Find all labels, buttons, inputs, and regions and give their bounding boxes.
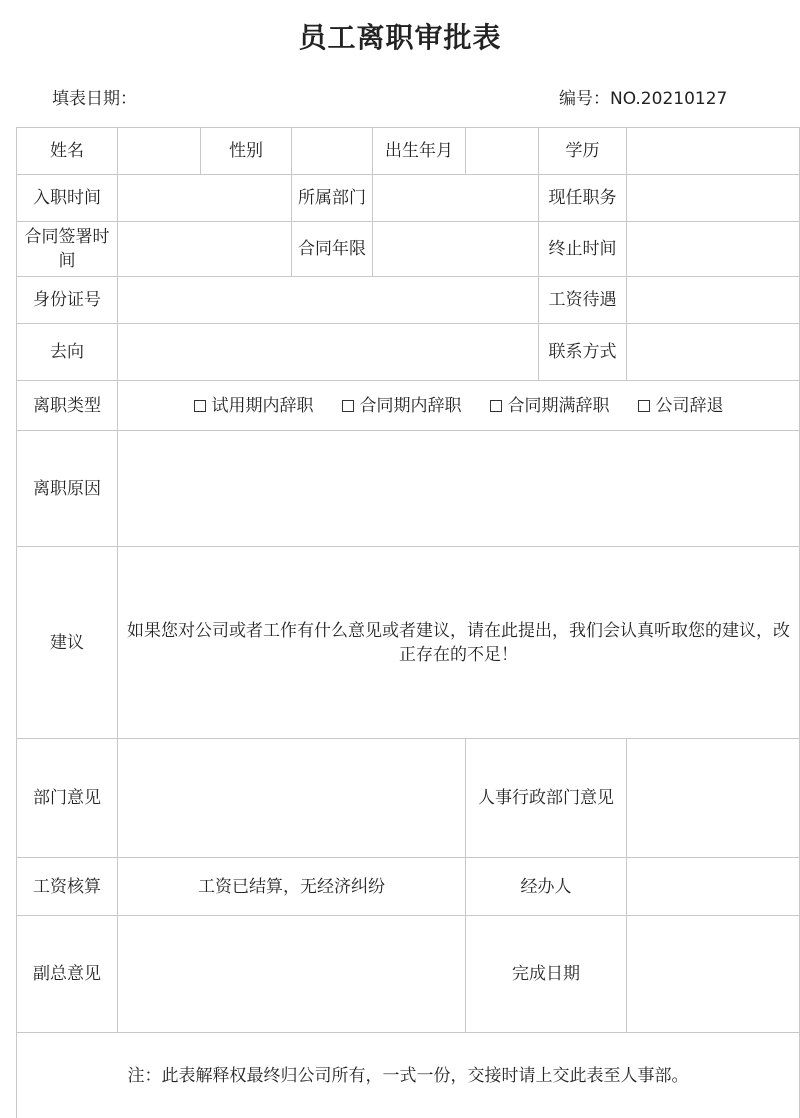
- name-field[interactable]: [118, 128, 201, 175]
- leave-type-option[interactable]: [638, 394, 724, 418]
- vp-opinion-label: 副总意见: [17, 916, 118, 1033]
- table-row: [17, 381, 800, 431]
- leave-type-option-label: 试用期内辞职: [211, 395, 314, 416]
- dept-opinion-label: 部门意见: [17, 739, 118, 858]
- table-row: [17, 858, 800, 916]
- checkbox-icon[interactable]: [342, 400, 354, 412]
- salary-settle-value[interactable]: 工资已结算，无经济纠纷: [118, 858, 466, 916]
- destination-field[interactable]: [118, 324, 539, 381]
- birth-label: 出生年月: [373, 128, 466, 175]
- vp-opinion-field[interactable]: [118, 916, 466, 1033]
- leave-reason-field[interactable]: [118, 431, 800, 547]
- hr-opinion-field[interactable]: [627, 739, 800, 858]
- table-row: [17, 431, 800, 547]
- checkbox-icon[interactable]: [490, 400, 502, 412]
- name-label: 姓名: [17, 128, 118, 175]
- handler-field[interactable]: [627, 858, 800, 916]
- table-row: [17, 324, 800, 381]
- finish-date-field[interactable]: [627, 916, 800, 1033]
- gender-label: 性别: [201, 128, 292, 175]
- table-row: [17, 128, 800, 175]
- leave-type-option[interactable]: [490, 394, 610, 418]
- leave-type-label: 离职类型: [17, 381, 118, 431]
- gender-field[interactable]: [292, 128, 373, 175]
- fill-date-label: 填表日期：: [52, 89, 137, 109]
- id-number-field[interactable]: [118, 277, 539, 324]
- contact-label: 联系方式: [539, 324, 627, 381]
- leave-type-option[interactable]: [194, 394, 314, 418]
- education-label: 学历: [539, 128, 627, 175]
- leave-type-options: [118, 381, 800, 431]
- checkbox-icon[interactable]: [194, 400, 206, 412]
- handler-label: 经办人: [466, 858, 627, 916]
- end-time-label: 终止时间: [539, 222, 627, 277]
- contact-field[interactable]: [627, 324, 800, 381]
- approval-form-table: [16, 127, 800, 1118]
- table-row: [17, 739, 800, 858]
- position-field[interactable]: [627, 175, 800, 222]
- leave-type-option-label: 合同期满辞职: [507, 395, 610, 416]
- salary-label: 工资待遇: [539, 277, 627, 324]
- salary-settle-label: 工资核算: [17, 858, 118, 916]
- position-label: 现任职务: [539, 175, 627, 222]
- entry-time-label: 入职时间: [17, 175, 118, 222]
- destination-label: 去向: [17, 324, 118, 381]
- department-label: 所属部门: [292, 175, 373, 222]
- leave-reason-label: 离职原因: [17, 431, 118, 547]
- entry-time-field[interactable]: [118, 175, 292, 222]
- department-field[interactable]: [373, 175, 539, 222]
- contract-signed-field[interactable]: [118, 222, 292, 277]
- table-row: [17, 277, 800, 324]
- contract-signed-label: 合同签署时间: [17, 222, 118, 277]
- leave-type-option-label: 公司辞退: [655, 395, 724, 416]
- id-number-label: 身份证号: [17, 277, 118, 324]
- leave-type-option[interactable]: [342, 394, 462, 418]
- end-time-field[interactable]: [627, 222, 800, 277]
- serial-number: 编号：NO.20210127: [559, 89, 728, 109]
- footer-note: 注：此表解释权最终归公司所有，一式一份，交接时请上交此表至人事部。: [17, 1033, 800, 1118]
- form-title: 员工离职审批表: [298, 21, 502, 54]
- table-row: [17, 547, 800, 739]
- table-row: [17, 916, 800, 1033]
- hr-opinion-label: 人事行政部门意见: [466, 739, 627, 858]
- table-row: [17, 222, 800, 277]
- salary-field[interactable]: [627, 277, 800, 324]
- checkbox-icon[interactable]: [638, 400, 650, 412]
- contract-term-label: 合同年限: [292, 222, 373, 277]
- table-row: [17, 175, 800, 222]
- finish-date-label: 完成日期: [466, 916, 627, 1033]
- education-field[interactable]: [627, 128, 800, 175]
- contract-term-field[interactable]: [373, 222, 539, 277]
- table-row: [17, 1033, 800, 1118]
- leave-type-option-label: 合同期内辞职: [359, 395, 462, 416]
- suggestion-text[interactable]: 如果您对公司或者工作有什么意见或者建议，请在此提出，我们会认真听取您的建议，改正存在的不足！: [118, 547, 800, 739]
- suggestion-label: 建议: [17, 547, 118, 739]
- birth-field[interactable]: [466, 128, 539, 175]
- dept-opinion-field[interactable]: [118, 739, 466, 858]
